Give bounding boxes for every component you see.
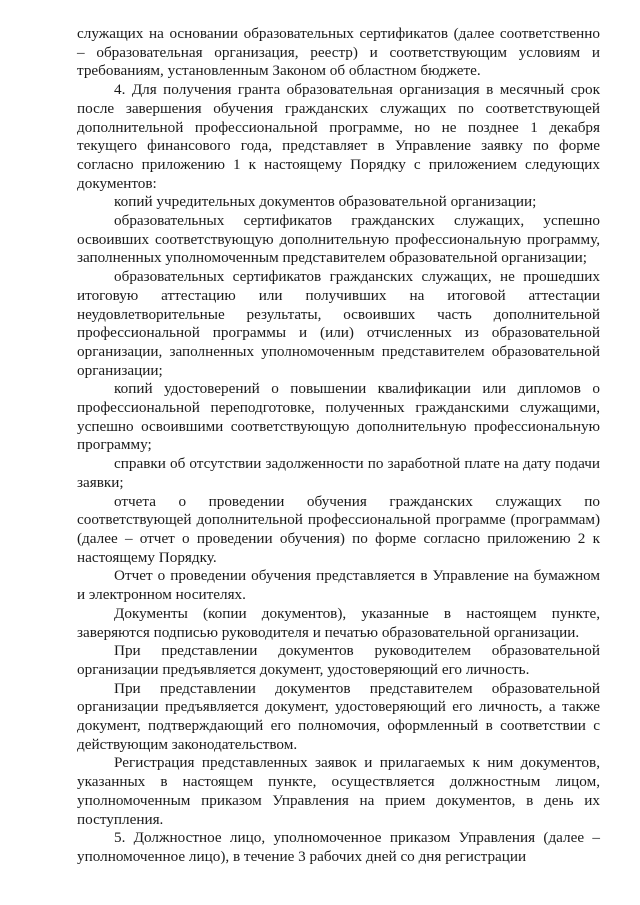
paragraph-representative-identity: При представлении документов представителем образовательной организации предъявляется документ, удостоверяющий его личность, а также документ, подтверждающий его полномочия, оформленный в соответствии с действующим законодательством.: [77, 679, 600, 753]
paragraph-registration: Регистрация представленных заявок и прилагаемых к ним документов, указанных в настоящем пункте, осуществляется должностным лицом, уполномоченным приказом Управления на прием документов, в день их поступления.: [77, 754, 600, 828]
list-item-training-report: отчета о проведении обучения гражданских служащих по соответствующей дополнительной профессиональной программе (программам) (далее – отчет о проведении обучения) по форме согласно приложению 2 к настоящему Порядку.: [77, 492, 600, 566]
list-item-salary-certificate: справки об отсутствии задолженности по заработной плате на дату подачи заявки;: [77, 455, 600, 491]
paragraph-head-identity: При представлении документов руководителем образовательной организации предъявляется документ, удостоверяющий его личность.: [77, 642, 600, 678]
list-item-certificates-not-completed: образовательных сертификатов гражданских служащих, не прошедших итоговую аттестацию или получивших на итоговой аттестации неудовлетворительные результаты, освоивших часть дополнительной профессиональной программы и (или) отчисленных из образовательной организации, заполненных уполномоченным представителем образовательной организации;: [77, 268, 600, 379]
paragraph-continuation: служащих на основании образовательных сертификатов (далее соответственно – образовательная организация, реестр) и соответствующим условиям и требованиям, установленным Законом об областном бюджете.: [77, 25, 600, 80]
paragraph-certification: Документы (копии документов), указанные в настоящем пункте, заверяются подписью руководителя и печатью образовательной организации.: [77, 604, 600, 641]
document-page: [77, 25, 600, 867]
list-item-certificates-completed: образовательных сертификатов гражданских служащих, успешно освоивших соответствующую дополнительную профессиональную программу, заполненных уполномоченным представителем образовательной организации;: [77, 212, 600, 267]
list-item-diploma-copies: копий удостоверений о повышении квалификации или дипломов о профессиональной переподготовке, полученных гражданскими служащими, успешно освоившими соответствующую дополнительную профессиональную программу;: [77, 380, 600, 454]
list-item-founding-documents: копий учредительных документов образовательной организации;: [114, 193, 537, 211]
paragraph-report-media: Отчет о проведении обучения представляется в Управление на бумажном и электронном носителях.: [77, 567, 600, 604]
paragraph-item-4: 4. Для получения гранта образовательная организация в месячный срок после завершения обучения гражданских служащих по соответствующей дополнительной профессиональной программе, но не позднее 1 декабря текущего финансового года, представляет в Управление заявку по форме согласно приложению 1 к настоящему Порядку с приложением следующих документов:: [77, 81, 600, 192]
paragraph-item-5: 5. Должностное лицо, уполномоченное приказом Управления (далее – уполномоченное лицо), в течение 3 рабочих дней со дня регистрации: [77, 829, 600, 865]
